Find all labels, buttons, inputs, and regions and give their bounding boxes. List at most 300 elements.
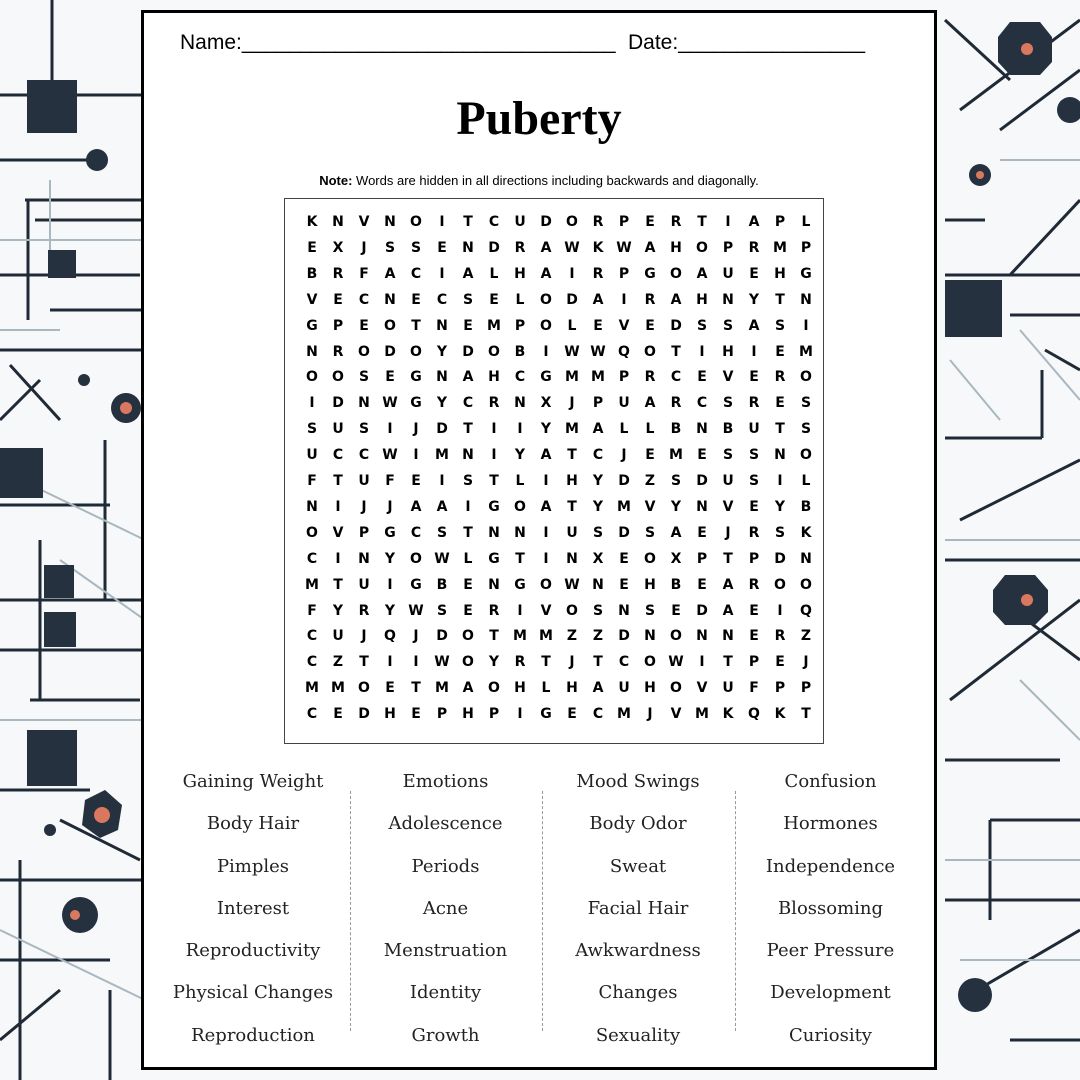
grid-letter[interactable]: I (413, 447, 419, 464)
grid-letter[interactable]: V (618, 317, 630, 334)
grid-letter[interactable]: P (800, 680, 812, 697)
grid-letter[interactable]: V (358, 214, 370, 230)
grid-letter[interactable]: E (411, 291, 421, 308)
grid-letter[interactable]: W (564, 239, 580, 256)
grid-letter[interactable]: C (358, 447, 370, 464)
grid-letter[interactable]: N (774, 447, 786, 464)
grid-letter[interactable]: U (618, 395, 630, 412)
grid-letter[interactable]: A (748, 317, 760, 334)
grid-letter[interactable]: X (540, 395, 552, 412)
grid-letter[interactable]: E (593, 317, 603, 334)
grid-letter[interactable]: J (621, 447, 627, 464)
grid-letter[interactable]: P (618, 214, 630, 230)
grid-letter[interactable]: Z (644, 473, 656, 489)
grid-letter[interactable]: O (644, 654, 656, 671)
grid-letter[interactable]: H (774, 265, 786, 282)
grid-letter[interactable]: E (385, 369, 395, 386)
grid-letter[interactable]: P (722, 239, 734, 256)
grid-letter[interactable]: O (410, 343, 422, 360)
grid-letter[interactable]: T (333, 473, 343, 489)
grid-letter[interactable]: X (670, 550, 682, 567)
grid-letter[interactable]: R (670, 395, 682, 412)
grid-letter[interactable]: O (488, 343, 500, 360)
grid-letter[interactable]: O (540, 576, 552, 593)
grid-letter[interactable]: J (569, 654, 575, 671)
grid-letter[interactable]: N (722, 628, 734, 645)
grid-letter[interactable]: A (540, 265, 552, 282)
grid-letter[interactable]: K (306, 214, 318, 230)
grid-letter[interactable]: R (644, 369, 656, 386)
grid-letter[interactable]: J (387, 498, 393, 515)
grid-letter[interactable]: P (618, 265, 630, 282)
grid-letter[interactable]: V (722, 369, 734, 386)
grid-letter[interactable]: Y (384, 602, 396, 619)
grid-letter[interactable]: J (647, 706, 653, 723)
grid-letter[interactable]: D (358, 706, 370, 723)
grid-letter[interactable]: A (696, 265, 708, 282)
grid-letter[interactable]: P (748, 550, 760, 567)
grid-letter[interactable]: S (410, 239, 422, 256)
grid-letter[interactable]: N (384, 291, 396, 308)
grid-letter[interactable]: A (436, 498, 448, 515)
grid-letter[interactable]: E (385, 680, 395, 697)
grid-letter[interactable]: E (359, 317, 369, 334)
grid-letter[interactable]: E (645, 317, 655, 334)
grid-letter[interactable]: U (358, 576, 370, 593)
grid-letter[interactable]: E (411, 706, 421, 723)
grid-letter[interactable]: O (670, 680, 682, 697)
grid-letter[interactable]: R (332, 265, 344, 282)
grid-letter[interactable]: W (434, 654, 450, 671)
grid-letter[interactable]: O (410, 550, 422, 567)
grid-letter[interactable]: I (335, 550, 341, 567)
grid-letter[interactable]: Q (748, 706, 760, 723)
grid-letter[interactable]: I (569, 265, 575, 282)
grid-letter[interactable]: Y (748, 291, 760, 308)
grid-letter[interactable]: A (540, 239, 552, 256)
grid-letter[interactable]: P (436, 706, 448, 723)
grid-letter[interactable]: U (332, 628, 344, 645)
grid-letter[interactable]: P (800, 239, 812, 256)
grid-letter[interactable]: T (489, 473, 499, 489)
grid-letter[interactable]: T (333, 576, 343, 593)
grid-letter[interactable]: J (725, 524, 731, 541)
grid-letter[interactable]: T (775, 421, 785, 438)
grid-letter[interactable]: O (488, 680, 500, 697)
grid-letter[interactable]: R (592, 214, 604, 230)
grid-letter[interactable]: A (462, 265, 474, 282)
grid-letter[interactable]: S (800, 421, 812, 438)
grid-letter[interactable]: U (618, 680, 630, 697)
grid-letter[interactable]: Z (332, 654, 344, 671)
grid-letter[interactable]: R (644, 291, 656, 308)
grid-letter[interactable]: N (618, 602, 630, 619)
grid-letter[interactable]: G (540, 369, 552, 386)
grid-letter[interactable]: I (491, 447, 497, 464)
grid-letter[interactable]: N (592, 576, 604, 593)
grid-letter[interactable]: U (566, 524, 578, 541)
grid-letter[interactable]: U (332, 421, 344, 438)
grid-letter[interactable]: V (722, 498, 734, 515)
grid-letter[interactable]: N (306, 498, 318, 515)
grid-letter[interactable]: E (645, 214, 655, 230)
grid-letter[interactable]: G (800, 265, 812, 282)
grid-letter[interactable]: R (332, 343, 344, 360)
grid-letter[interactable]: R (774, 628, 786, 645)
grid-letter[interactable]: D (488, 239, 500, 256)
grid-letter[interactable]: T (541, 654, 551, 671)
grid-letter[interactable]: E (775, 343, 785, 360)
grid-letter[interactable]: R (748, 524, 760, 541)
grid-letter[interactable]: N (488, 576, 500, 593)
grid-letter[interactable]: O (566, 602, 578, 619)
grid-letter[interactable]: R (358, 602, 370, 619)
grid-letter[interactable]: D (696, 473, 708, 489)
grid-letter[interactable]: S (436, 602, 448, 619)
grid-letter[interactable]: A (670, 291, 682, 308)
grid-letter[interactable]: I (439, 214, 445, 230)
grid-letter[interactable]: L (489, 265, 499, 282)
grid-letter[interactable]: I (543, 524, 549, 541)
grid-letter[interactable]: P (514, 317, 526, 334)
grid-letter[interactable]: P (488, 706, 500, 723)
grid-letter[interactable]: W (382, 395, 398, 412)
grid-letter[interactable]: S (306, 421, 318, 438)
grid-letter[interactable]: F (307, 602, 317, 619)
grid-letter[interactable]: O (462, 628, 474, 645)
grid-letter[interactable]: M (617, 498, 631, 515)
grid-letter[interactable]: K (800, 524, 812, 541)
grid-letter[interactable]: S (592, 602, 604, 619)
grid-letter[interactable]: Y (514, 447, 526, 464)
grid-letter[interactable]: E (463, 576, 473, 593)
grid-letter[interactable]: D (618, 473, 630, 489)
grid-letter[interactable]: D (670, 317, 682, 334)
grid-letter[interactable]: J (361, 239, 367, 256)
grid-letter[interactable]: N (514, 395, 526, 412)
grid-letter[interactable]: K (592, 239, 604, 256)
grid-letter[interactable]: I (777, 473, 783, 489)
grid-letter[interactable]: O (384, 317, 396, 334)
grid-letter[interactable]: J (361, 498, 367, 515)
grid-letter[interactable]: Z (566, 628, 578, 645)
grid-letter[interactable]: Y (436, 343, 448, 360)
grid-letter[interactable]: C (514, 369, 526, 386)
grid-letter[interactable]: T (593, 654, 603, 671)
grid-letter[interactable]: N (514, 524, 526, 541)
grid-letter[interactable]: M (435, 447, 449, 464)
grid-letter[interactable]: O (800, 576, 812, 593)
grid-letter[interactable]: P (358, 524, 370, 541)
grid-letter[interactable]: E (489, 291, 499, 308)
grid-letter[interactable]: T (463, 524, 473, 541)
grid-letter[interactable]: E (749, 265, 759, 282)
grid-letter[interactable]: O (670, 628, 682, 645)
grid-letter[interactable]: E (749, 498, 759, 515)
grid-letter[interactable]: R (748, 395, 760, 412)
grid-letter[interactable]: I (309, 395, 315, 412)
grid-letter[interactable]: R (488, 395, 500, 412)
grid-letter[interactable]: X (592, 550, 604, 567)
grid-letter[interactable]: S (384, 239, 396, 256)
grid-letter[interactable]: I (517, 421, 523, 438)
grid-letter[interactable]: C (488, 214, 500, 230)
grid-letter[interactable]: P (332, 317, 344, 334)
grid-letter[interactable]: I (751, 343, 757, 360)
grid-letter[interactable]: T (411, 680, 421, 697)
grid-letter[interactable]: S (800, 395, 812, 412)
grid-letter[interactable]: R (748, 239, 760, 256)
grid-letter[interactable]: C (306, 706, 318, 723)
grid-letter[interactable]: E (697, 369, 707, 386)
grid-letter[interactable]: R (592, 265, 604, 282)
grid-letter[interactable]: B (306, 265, 318, 282)
grid-letter[interactable]: U (722, 473, 734, 489)
grid-letter[interactable]: S (748, 447, 760, 464)
grid-letter[interactable]: H (644, 576, 656, 593)
grid-letter[interactable]: E (619, 576, 629, 593)
grid-letter[interactable]: O (644, 550, 656, 567)
grid-letter[interactable]: L (515, 473, 525, 489)
grid-letter[interactable]: W (564, 343, 580, 360)
grid-letter[interactable]: I (777, 602, 783, 619)
grid-letter[interactable]: P (592, 395, 604, 412)
grid-letter[interactable]: N (696, 421, 708, 438)
grid-letter[interactable]: P (748, 654, 760, 671)
grid-letter[interactable]: G (410, 395, 422, 412)
grid-letter[interactable]: H (722, 343, 734, 360)
grid-letter[interactable]: F (385, 473, 395, 489)
grid-letter[interactable]: C (332, 447, 344, 464)
grid-letter[interactable]: M (799, 343, 813, 360)
grid-letter[interactable]: M (695, 706, 709, 723)
grid-letter[interactable]: I (439, 473, 445, 489)
grid-letter[interactable]: M (305, 680, 319, 697)
grid-letter[interactable]: D (696, 602, 708, 619)
grid-letter[interactable]: Q (618, 343, 630, 360)
grid-letter[interactable]: H (644, 680, 656, 697)
grid-letter[interactable]: K (774, 706, 786, 723)
grid-letter[interactable]: V (696, 680, 708, 697)
grid-letter[interactable]: J (413, 628, 419, 645)
grid-letter[interactable]: T (463, 214, 473, 230)
grid-letter[interactable]: N (488, 524, 500, 541)
grid-letter[interactable]: E (697, 447, 707, 464)
grid-letter[interactable]: L (567, 317, 577, 334)
grid-letter[interactable]: H (566, 473, 578, 489)
grid-letter[interactable]: W (382, 447, 398, 464)
grid-letter[interactable]: G (306, 317, 318, 334)
grid-letter[interactable]: C (618, 654, 630, 671)
grid-letter[interactable]: M (513, 628, 527, 645)
grid-letter[interactable]: A (410, 498, 422, 515)
grid-letter[interactable]: H (514, 265, 526, 282)
grid-letter[interactable]: N (722, 291, 734, 308)
grid-letter[interactable]: C (306, 654, 318, 671)
grid-letter[interactable]: C (696, 395, 708, 412)
grid-letter[interactable]: L (515, 291, 525, 308)
grid-letter[interactable]: N (644, 628, 656, 645)
grid-letter[interactable]: S (722, 317, 734, 334)
grid-letter[interactable]: G (410, 369, 422, 386)
grid-letter[interactable]: M (617, 706, 631, 723)
grid-letter[interactable]: D (384, 343, 396, 360)
grid-letter[interactable]: S (644, 524, 656, 541)
grid-letter[interactable]: T (463, 421, 473, 438)
grid-letter[interactable]: I (543, 550, 549, 567)
grid-letter[interactable]: L (645, 421, 655, 438)
grid-letter[interactable]: N (462, 447, 474, 464)
grid-letter[interactable]: I (543, 343, 549, 360)
grid-letter[interactable]: S (696, 317, 708, 334)
grid-letter[interactable]: B (436, 576, 448, 593)
grid-letter[interactable]: N (696, 628, 708, 645)
grid-letter[interactable]: M (435, 680, 449, 697)
grid-letter[interactable]: E (333, 706, 343, 723)
grid-letter[interactable]: N (800, 550, 812, 567)
grid-letter[interactable]: J (413, 421, 419, 438)
grid-letter[interactable]: N (384, 214, 396, 230)
grid-letter[interactable]: N (800, 291, 812, 308)
grid-letter[interactable]: I (621, 291, 627, 308)
grid-letter[interactable]: M (773, 239, 787, 256)
grid-letter[interactable]: D (462, 343, 474, 360)
grid-letter[interactable]: H (514, 680, 526, 697)
grid-letter[interactable]: Y (592, 473, 604, 489)
grid-letter[interactable]: Q (800, 602, 812, 619)
grid-letter[interactable]: E (775, 395, 785, 412)
grid-letter[interactable]: E (619, 550, 629, 567)
grid-letter[interactable]: M (591, 369, 605, 386)
grid-letter[interactable]: B (514, 343, 526, 360)
grid-letter[interactable]: O (800, 369, 812, 386)
grid-letter[interactable]: Y (488, 654, 500, 671)
grid-letter[interactable]: F (307, 473, 317, 489)
grid-letter[interactable]: L (801, 473, 811, 489)
grid-letter[interactable]: E (749, 602, 759, 619)
grid-letter[interactable]: T (775, 291, 785, 308)
grid-letter[interactable]: M (565, 421, 579, 438)
grid-letter[interactable]: A (722, 576, 734, 593)
grid-letter[interactable]: O (670, 265, 682, 282)
grid-letter[interactable]: G (410, 576, 422, 593)
grid-letter[interactable]: A (384, 265, 396, 282)
grid-letter[interactable]: P (696, 550, 708, 567)
grid-letter[interactable]: H (384, 706, 396, 723)
grid-letter[interactable]: G (514, 576, 526, 593)
grid-letter[interactable]: B (800, 498, 812, 515)
grid-letter[interactable]: S (644, 602, 656, 619)
grid-letter[interactable]: M (565, 369, 579, 386)
grid-letter[interactable]: N (332, 214, 344, 230)
grid-letter[interactable]: V (306, 291, 318, 308)
grid-letter[interactable]: P (774, 680, 786, 697)
grid-letter[interactable]: U (748, 421, 760, 438)
grid-letter[interactable]: N (436, 369, 448, 386)
grid-letter[interactable]: G (540, 706, 552, 723)
grid-letter[interactable]: T (723, 550, 733, 567)
grid-letter[interactable]: T (567, 498, 577, 515)
grid-letter[interactable]: W (616, 239, 632, 256)
grid-letter[interactable]: E (411, 473, 421, 489)
grid-letter[interactable]: I (699, 654, 705, 671)
grid-letter[interactable]: V (540, 602, 552, 619)
grid-letter[interactable]: A (644, 395, 656, 412)
grid-letter[interactable]: U (306, 447, 318, 464)
grid-letter[interactable]: A (592, 421, 604, 438)
grid-letter[interactable]: T (489, 628, 499, 645)
grid-letter[interactable]: S (436, 524, 448, 541)
grid-letter[interactable]: W (590, 343, 606, 360)
grid-letter[interactable]: D (618, 524, 630, 541)
grid-letter[interactable]: S (748, 473, 760, 489)
grid-letter[interactable]: D (436, 628, 448, 645)
grid-letter[interactable]: O (644, 343, 656, 360)
grid-letter[interactable]: T (723, 654, 733, 671)
grid-letter[interactable]: C (306, 628, 318, 645)
grid-letter[interactable]: A (644, 239, 656, 256)
grid-letter[interactable]: Y (384, 550, 396, 567)
grid-letter[interactable]: O (306, 369, 318, 386)
grid-letter[interactable]: C (436, 291, 448, 308)
grid-letter[interactable]: R (748, 576, 760, 593)
grid-letter[interactable]: S (462, 291, 474, 308)
grid-letter[interactable]: E (645, 447, 655, 464)
grid-letter[interactable]: O (358, 680, 370, 697)
grid-letter[interactable]: I (335, 498, 341, 515)
grid-letter[interactable]: T (697, 214, 707, 230)
grid-letter[interactable]: T (411, 317, 421, 334)
grid-letter[interactable]: Y (332, 602, 344, 619)
grid-letter[interactable]: N (566, 550, 578, 567)
grid-letter[interactable]: E (437, 239, 447, 256)
grid-letter[interactable]: O (410, 214, 422, 230)
grid-letter[interactable]: C (358, 291, 370, 308)
grid-letter[interactable]: O (800, 447, 812, 464)
grid-letter[interactable]: E (463, 317, 473, 334)
grid-letter[interactable]: G (384, 524, 396, 541)
grid-letter[interactable]: E (671, 602, 681, 619)
grid-letter[interactable]: O (462, 654, 474, 671)
grid-letter[interactable]: E (567, 706, 577, 723)
grid-letter[interactable]: I (517, 706, 523, 723)
grid-letter[interactable]: Y (774, 498, 786, 515)
grid-letter[interactable]: A (540, 498, 552, 515)
grid-letter[interactable]: H (566, 680, 578, 697)
grid-letter[interactable]: B (670, 421, 682, 438)
grid-letter[interactable]: U (722, 265, 734, 282)
grid-letter[interactable]: R (514, 239, 526, 256)
grid-letter[interactable]: D (774, 550, 786, 567)
grid-letter[interactable]: M (305, 576, 319, 593)
grid-letter[interactable]: S (670, 473, 682, 489)
grid-letter[interactable]: H (488, 369, 500, 386)
grid-letter[interactable]: C (306, 550, 318, 567)
grid-letter[interactable]: A (748, 214, 760, 230)
grid-letter[interactable]: E (697, 576, 707, 593)
grid-letter[interactable]: C (670, 369, 682, 386)
grid-letter[interactable]: I (803, 317, 809, 334)
grid-letter[interactable]: L (463, 550, 473, 567)
grid-letter[interactable]: B (670, 576, 682, 593)
grid-letter[interactable]: A (462, 680, 474, 697)
grid-letter[interactable]: C (410, 524, 422, 541)
grid-letter[interactable]: G (488, 498, 500, 515)
grid-letter[interactable]: O (566, 214, 578, 230)
grid-letter[interactable]: A (722, 602, 734, 619)
grid-letter[interactable]: I (413, 654, 419, 671)
grid-letter[interactable]: T (567, 447, 577, 464)
